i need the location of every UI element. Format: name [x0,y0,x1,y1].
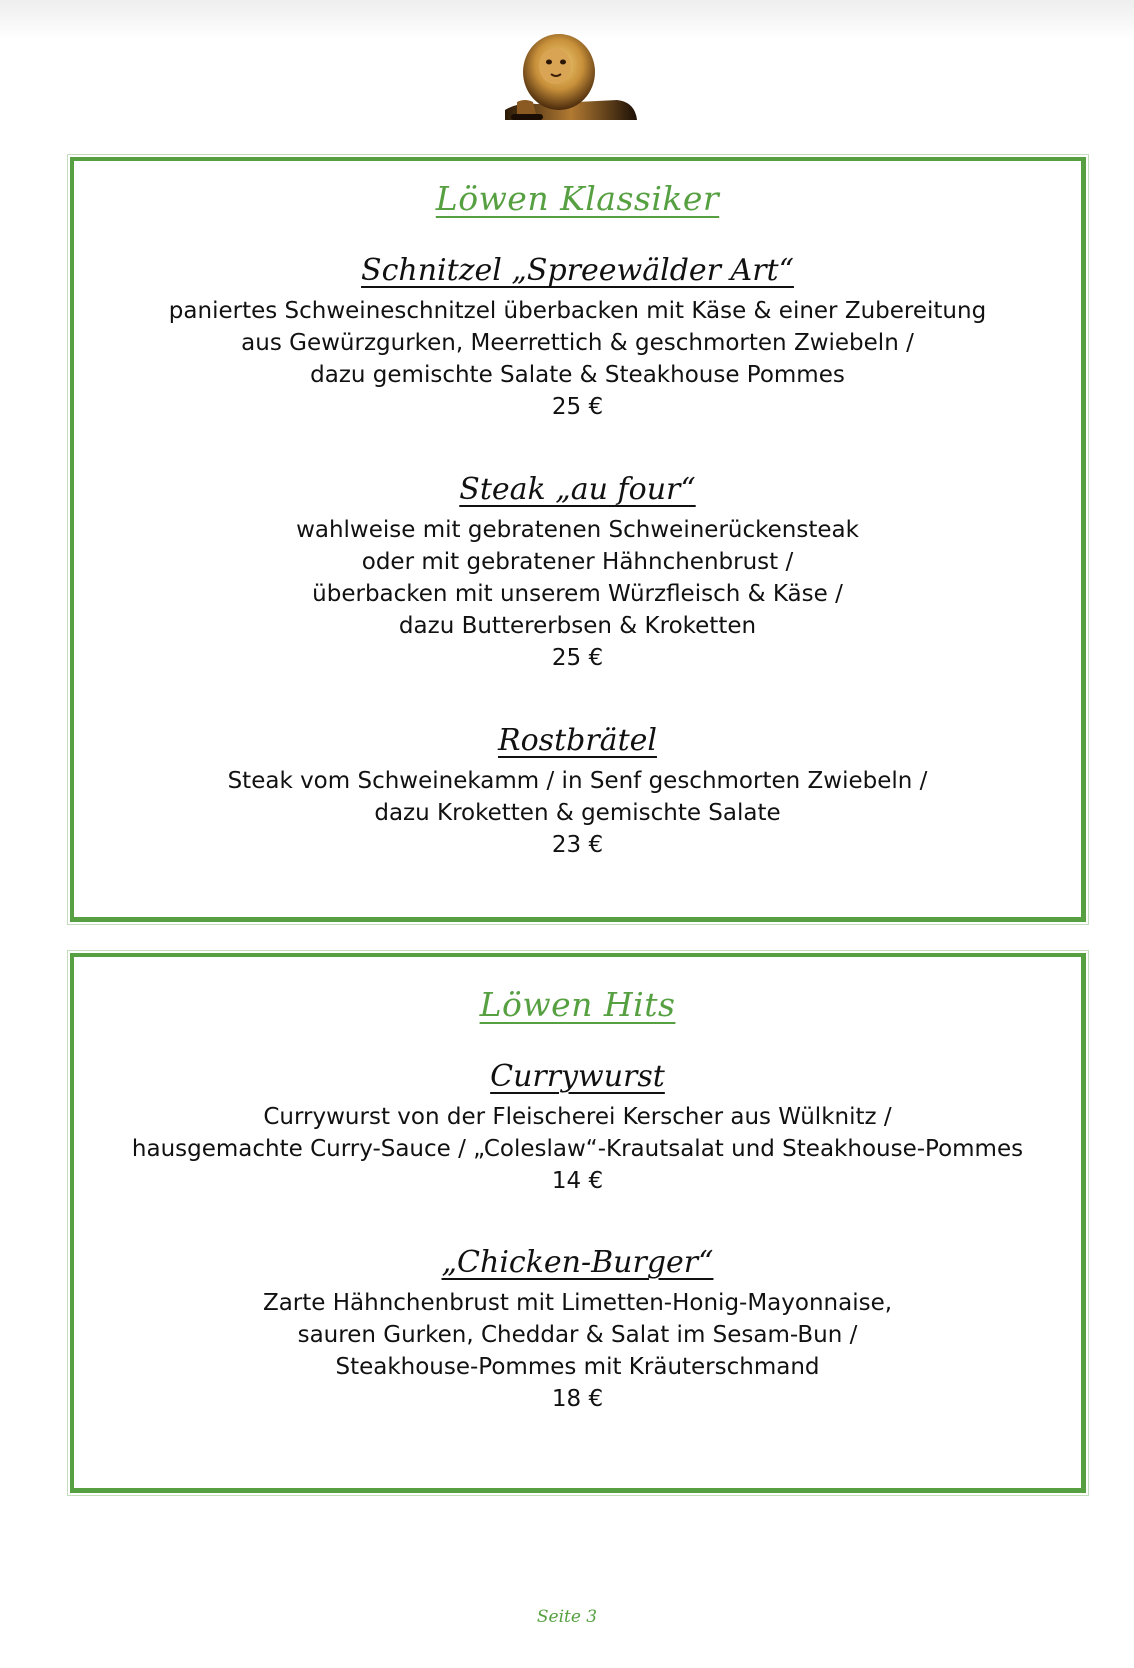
menu-item-description: sauren Gurken, Cheddar & Salat im Sesam-Bun / [297,1322,858,1348]
menu-item-title: „Chicken-Burger“ [441,1245,714,1280]
menu-item-description: Steak vom Schweinekamm / in Senf geschmorten Zwiebeln / [227,768,928,794]
menu-item-price: 14 € [551,1168,604,1194]
menu-item-rostbraetel [74,721,1081,861]
section-title: Löwen Hits [479,985,676,1024]
menu-item-price: 25 € [551,394,604,420]
menu-item-description: dazu Kroketten & gemischte Salate [374,800,781,826]
menu-item-price: 23 € [551,832,604,858]
menu-item-description: oder mit gebratener Hähnchenbrust / [361,549,794,575]
menu-item-description: überbacken mit unserem Würzfleisch & Käse / [312,581,843,607]
menu-item-chicken-burger [74,1243,1081,1415]
menu-item-currywurst [74,1057,1081,1197]
menu-item-description: Zarte Hähnchenbrust mit Limetten-Honig-Mayonnaise, [262,1290,893,1316]
menu-section-loewen-hits [70,953,1086,1493]
menu-item-description: hausgemachte Curry-Sauce / „Coleslaw“-Krautsalat und Steakhouse-Pommes [131,1136,1024,1162]
menu-item-description: wahlweise mit gebratenen Schweinerückensteak [296,517,859,543]
menu-item-price: 18 € [551,1386,604,1412]
menu-item-description: Currywurst von der Fleischerei Kerscher aus Wülknitz / [263,1104,892,1130]
menu-item-title: Rostbrätel [498,723,657,758]
menu-section-loewen-klassiker [70,157,1086,922]
menu-item-schnitzel [74,251,1081,423]
menu-item-steak-au-four [74,470,1081,674]
menu-item-description: dazu Buttererbsen & Kroketten [398,613,757,639]
page-number: Seite 3 [536,1607,598,1627]
menu-item-description: aus Gewürzgurken, Meerrettich & geschmorten Zwiebeln / [241,330,914,356]
menu-item-title: Currywurst [490,1059,665,1094]
menu-item-description: paniertes Schweineschnitzel überbacken mit Käse & einer Zubereitung [168,298,987,324]
section-title: Löwen Klassiker [435,179,720,218]
menu-item-price: 25 € [551,645,604,671]
menu-item-description: Steakhouse-Pommes mit Kräuterschmand [335,1354,820,1380]
menu-item-title: Schnitzel „Spreewälder Art“ [361,253,794,288]
lion-statue-icon [497,32,643,124]
menu-item-title: Steak „au four“ [459,472,696,507]
menu-item-description: dazu gemischte Salate & Steakhouse Pommes [310,362,845,388]
